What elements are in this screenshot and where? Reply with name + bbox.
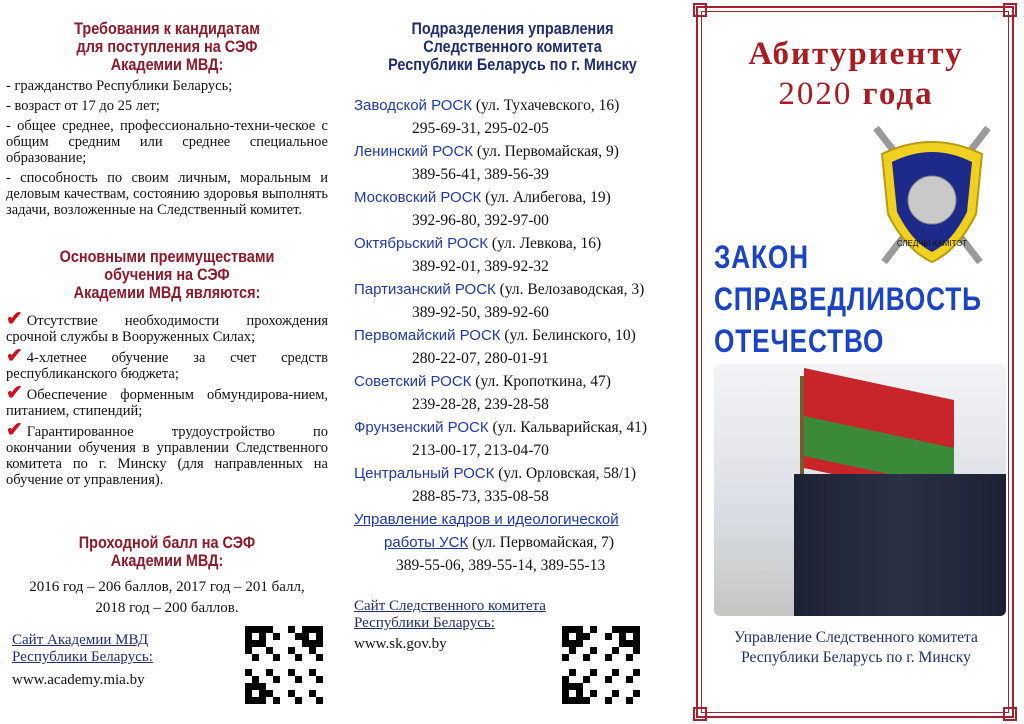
advantage-item	[6, 382, 328, 419]
requirement-item: - возраст от 17 до 25 лет;	[6, 98, 160, 114]
subdivision-entry	[354, 462, 684, 508]
title-line: Академии МВД:	[110, 55, 224, 74]
site-label: Сайт Следственного комитета	[354, 598, 546, 614]
site-label: Республики Беларусь:	[354, 615, 495, 631]
title-line: Требования к кандидатам	[74, 19, 260, 38]
subdivision-phones: 239-28-28, 239-28-58	[412, 396, 549, 413]
advantages-title	[30, 248, 304, 302]
advantage-text: Отсутствие необходимости прохождения срочной службы в Вооруженных Силах;	[6, 313, 328, 345]
subdivision-address: (ул. Левкова, 16)	[491, 235, 602, 252]
academy-site	[12, 632, 153, 689]
title-line: обучения на СЭФ	[104, 265, 230, 284]
subdivision-phones: 392-96-80, 392-97-00	[412, 212, 549, 229]
subdivision-entry	[354, 140, 684, 186]
sk-site	[354, 598, 546, 653]
advantage-item	[6, 308, 328, 345]
subdivision-entry	[354, 416, 684, 462]
checkmark-icon: ✔	[6, 345, 23, 367]
title-year: 2020	[778, 76, 853, 112]
subdivision-entry	[354, 232, 684, 278]
hr-address: (ул. Первомайская, 7)	[472, 534, 615, 551]
subdivision-name: Первомайский РОСК	[354, 327, 501, 344]
subdivision-phones: 213-00-17, 213-04-70	[412, 442, 549, 459]
subdivision-phones: 280-22-07, 280-01-91	[412, 350, 549, 367]
subdivision-name: Московский РОСК	[354, 189, 482, 206]
motto-fatherland: ОТЕЧЕСТВО	[714, 323, 885, 359]
subdivision-address: (ул. Белинского, 10)	[504, 327, 636, 344]
advantage-text: Обеспечение форменным обмундирова-нием, питанием, стипендий;	[6, 387, 328, 419]
checkmark-icon: ✔	[6, 419, 23, 441]
frame-corner	[1003, 707, 1017, 721]
subdivision-name: Ленинский РОСК	[354, 143, 474, 160]
subdivision-phones: 389-92-50, 389-92-60	[412, 304, 549, 321]
requirement-item: - способность по своим личным, моральным и деловым качествам, состоянию здоровья выполнять задачи, возложенные на Следственный комитет.	[6, 170, 328, 218]
checkmark-icon: ✔	[6, 308, 23, 330]
cadets-group	[794, 474, 1006, 616]
advantage-text: Гарантированное трудоустройство по окончании обучения в управлении Следственного комитета по г. Минску (для направленных на обучение от управления).	[6, 424, 328, 488]
subdivision-entry	[354, 94, 684, 140]
hr-name: Управление кадров и идеологической	[354, 511, 619, 528]
subdivision-name: Советский РОСК	[354, 373, 472, 390]
subdivision-address: (ул. Велозаводская, 3)	[499, 281, 645, 298]
advantage-item	[6, 345, 328, 382]
subdivision-name: Октябрьский РОСК	[354, 235, 489, 252]
subdivision-phones: 288-85-73, 335-08-58	[412, 488, 549, 505]
score-section	[6, 534, 328, 619]
site-label: Сайт Академии МВД	[12, 632, 149, 648]
requirement-item: - общее среднее, профессионально-техни-ческое с общим средним или среднее специальное образование;	[6, 118, 328, 166]
subdivisions-title	[374, 20, 650, 74]
academy-url-link[interactable]: www.academy.mia.by	[12, 672, 145, 688]
subdivision-address: (ул. Тухачевского, 16)	[475, 97, 620, 114]
frame-corner	[693, 3, 707, 17]
subdivision-entry	[354, 324, 684, 370]
advantages-section	[6, 248, 328, 492]
title-line: для поступления на СЭФ	[76, 37, 258, 56]
advantage-item	[6, 419, 328, 488]
title-line: Проходной балл на СЭФ	[78, 533, 256, 552]
emblem-text: СЛЕДЧЫ КАМІТЭТ	[896, 239, 968, 248]
subdivision-entry	[354, 370, 684, 416]
subdivision-address: (ул. Орловская, 58/1)	[498, 465, 637, 482]
title-word: года	[862, 76, 934, 112]
motto	[714, 236, 1024, 362]
sk-url-link[interactable]: www.sk.gov.by	[354, 636, 447, 652]
qr-code-academy[interactable]	[245, 626, 323, 704]
title-line: Основными преимуществами	[59, 247, 275, 266]
subdivisions-list	[354, 94, 684, 508]
subdivision-name: Центральный РОСК	[354, 465, 495, 482]
title-line: Академии МВД являются:	[73, 283, 261, 302]
checkmark-icon: ✔	[6, 382, 23, 404]
subdivision-name: Фрунзенский РОСК	[354, 419, 489, 436]
requirements-title	[30, 20, 304, 74]
hr-name: работы УСК	[384, 534, 469, 551]
title-line: Следственного комитета	[423, 37, 602, 56]
subdivision-name: Партизанский РОСК	[354, 281, 496, 298]
title-applicant: Абитуриенту	[748, 36, 964, 72]
subdivision-address: (ул. Кропоткина, 47)	[475, 373, 611, 390]
hr-department	[354, 508, 684, 577]
qr-code-sk[interactable]	[562, 626, 640, 704]
footer-line: Управление Следственного комитета	[734, 629, 978, 646]
subdivision-address: (ул. Кальварийская, 41)	[492, 419, 648, 436]
hr-phones: 389-55-06, 389-55-14, 389-55-13	[396, 557, 606, 574]
advantage-text: 4-хлетнее обучение за счет средств республиканского бюджета;	[6, 350, 328, 382]
title-line: Академии МВД:	[110, 551, 224, 570]
requirement-item: - гражданство Республики Беларусь;	[6, 78, 233, 94]
subdivision-entry	[354, 186, 684, 232]
footer-line: Республики Беларусь по г. Минску	[741, 649, 971, 666]
title-line: Республики Беларусь по г. Минску	[388, 55, 637, 74]
score-title	[30, 534, 304, 570]
subdivision-address: (ул. Первомайская, 9)	[476, 143, 619, 160]
title-line: Подразделения управления	[411, 19, 614, 38]
score-line: 2018 год – 200 баллов.	[95, 600, 239, 616]
motto-justice: СПРАВЕДЛИВОСТЬ	[714, 281, 982, 317]
motto-law: ЗАКОН	[714, 239, 809, 275]
requirements-section	[6, 20, 328, 222]
subdivision-phones: 295-69-31, 295-02-05	[412, 120, 549, 137]
subdivision-phones: 389-92-01, 389-92-32	[412, 258, 549, 275]
site-label: Республики Беларусь:	[12, 649, 153, 665]
frame-corner	[693, 707, 707, 721]
subdivision-entry	[354, 278, 684, 324]
subdivision-name: Заводской РОСК	[354, 97, 473, 114]
subdivision-address: (ул. Алибегова, 19)	[485, 189, 611, 206]
cover-title	[700, 34, 1012, 114]
score-line: 2016 год – 206 баллов, 2017 год – 201 балл,	[29, 579, 305, 595]
frame-corner	[1003, 3, 1017, 17]
cadets-photo	[714, 364, 1006, 616]
cover-footer	[700, 628, 1012, 668]
subdivision-phones: 389-56-41, 389-56-39	[412, 166, 549, 183]
